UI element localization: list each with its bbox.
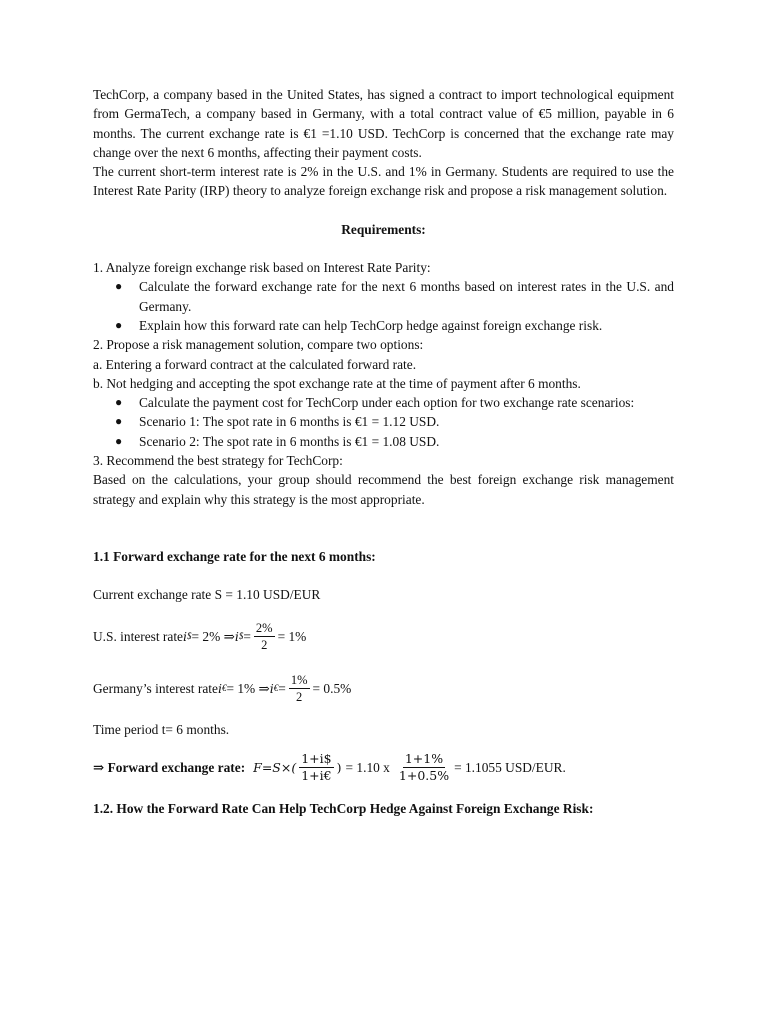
requirement-2-bullets xyxy=(93,393,674,451)
list-item: ● Scenario 2: The spot rate in 6 months is €1 = 1.08 USD. xyxy=(93,432,674,451)
list-item: ● Scenario 1: The spot rate in 6 months is €1 = 1.12 USD. xyxy=(93,412,674,431)
bullet-icon: ● xyxy=(115,414,123,429)
intro-paragraph-1: TechCorp, a company based in the United States, has signed a contract to import technological equipment from GermaTech, a company based in Germany, with a total contract value of €5 million, payable in 6 months. The current exchange rate is €1 =1.10 USD. TechCorp is concerned that the exchange rate may change over the next 6 months, affecting their payment costs. xyxy=(93,87,674,160)
document-page xyxy=(93,85,674,818)
list-item: ● Calculate the forward exchange rate for the next 6 months based on interest rates in the U.S. and Germany. xyxy=(115,279,674,314)
germany-fraction: $\frac{1\%}{2}$ xyxy=(290,672,308,704)
forward-rate-equation: ⇒ Forward exchange rate: F=S×( $\frac{1+i\$}{1+i€}$ ) = 1.10 x $\frac{1+1\%}{1+0.5\%}$ = 1.1055 USD/EUR. xyxy=(93,750,566,783)
requirements-heading: Requirements: xyxy=(341,221,426,237)
bullet-icon: ● xyxy=(115,317,123,332)
requirement-2b: b. Not hedging and accepting the spot exchange rate at the time of payment after 6 months. xyxy=(93,375,581,391)
formula-fraction: $\frac{1+i\$}{1+i€}$ xyxy=(301,750,332,783)
requirement-1-bullets xyxy=(93,277,674,335)
requirement-3-text: Based on the calculations, your group should recommend the best foreign exchange risk management strategy and explain why this strategy is the most appropriate. xyxy=(93,472,674,507)
current-rate-line: Current exchange rate S = 1.10 USD/EUR xyxy=(93,587,321,603)
requirement-3: 3. Recommend the best strategy for TechCorp: xyxy=(93,453,343,469)
requirement-1: 1. Analyze foreign exchange risk based on Interest Rate Parity: xyxy=(93,260,431,276)
us-fraction: $\frac{2\%}{2}$ xyxy=(255,620,273,652)
intro-paragraph-2: The current short-term interest rate is 2% in the U.S. and 1% in Germany. Students are required to use the Interest Rate Parity (IRP) theory to analyze foreign exchange risk and propose a risk management solution. xyxy=(93,164,674,199)
us-rate-equation: U.S. interest rate i $ = 2% ⇒ i $ = $\frac{2\%}{2}$ = 1% xyxy=(93,620,307,652)
germany-rate-equation: Germany’s interest rate i € = 1% ⇒ i € = $\frac{1\%}{2}$ = 0.5% xyxy=(93,672,352,704)
section-1-2-heading: 1.2. How the Forward Rate Can Help TechCorp Hedge Against Foreign Exchange Risk: xyxy=(93,800,594,816)
requirement-2a: a. Entering a forward contract at the calculated forward rate. xyxy=(93,356,417,372)
bullet-icon: ● xyxy=(115,433,123,448)
list-item: ● Calculate the payment cost for TechCorp under each option for two exchange rate scenarios: xyxy=(93,393,674,412)
calc-fraction: $\frac{1+1\%}{1+0.5\%}$ xyxy=(398,750,450,783)
requirement-2: 2. Propose a risk management solution, compare two options: xyxy=(93,337,424,353)
section-1-1-heading: 1.1 Forward exchange rate for the next 6 months: xyxy=(93,548,376,564)
time-period-line: Time period t= 6 months. xyxy=(93,721,230,737)
bullet-icon: ● xyxy=(115,395,123,410)
bullet-icon: ● xyxy=(115,279,123,294)
list-item: ● Explain how this forward rate can help TechCorp hedge against foreign exchange risk. xyxy=(93,316,674,335)
